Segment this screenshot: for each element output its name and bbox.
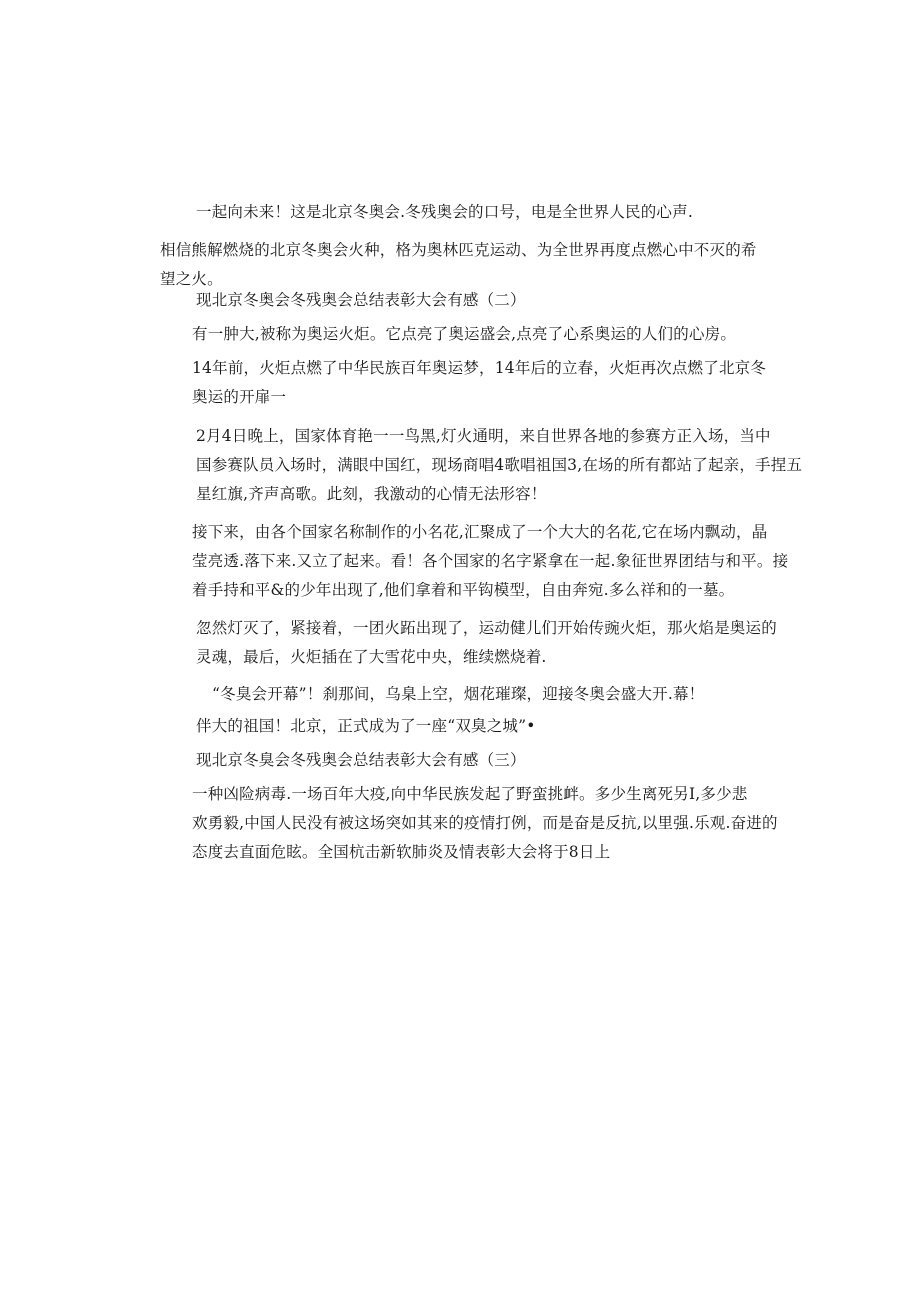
text-line: 国参赛队员入场时，满眼中国红，现场商唱4歌唱祖国3,在场的所有都站了起亲，手捏五	[196, 456, 803, 474]
text-line: 莹亮透.落下来.又立了起来。看！各个国家的名字紧拿在一起.象征世界团结与和平。接	[192, 552, 789, 570]
paragraph-epidemic	[160, 780, 778, 867]
paragraph-lights-out	[160, 614, 777, 672]
text-line: 态度去直面危眩。全国杭击新软肺炎及情表彰大会将于8日上	[192, 843, 611, 861]
heading-text: 现北京冬臭会冬残奥会总结表彰大会有感（三）	[196, 751, 526, 769]
text-line: 灵魂，最后，火炬插在了大雪花中央，维续燃烧着.	[196, 648, 547, 666]
section-heading-two	[160, 286, 760, 315]
text-line: 有一肿大,被称为奥运火炬。它点亮了奥运盛会,点亮了心系奥运的人们的心房。	[192, 325, 737, 343]
paragraph-opening-declared	[160, 680, 760, 709]
text-line: “冬臭会开幕”！刹那间，乌臬上空，烟花璀璨，迎接冬奥会盛大开.幕！	[212, 685, 705, 703]
text-line: 欢勇毅,中国人民没有被这场突如其来的疫情打例，而是奋是反抗,以里强.乐观.奋进的	[192, 814, 778, 832]
text-line: 着手持和平&的少年出现了,他们拿着和平钩模型，自由奔宛.多么祥和的一墓。	[192, 581, 735, 599]
section-heading-three	[160, 746, 760, 775]
text-line: 一种凶险病毒.一场百年大疫,向中华民族发起了野蛮挑衅。多少生离死另I,多少悲	[192, 785, 748, 803]
paragraph-opening-night	[160, 422, 803, 509]
paragraph-torch	[160, 320, 760, 349]
paragraph-dual-olympic-city	[160, 712, 760, 741]
text-line: 忽然灯灭了，紧接着，一团火跖出现了，运动健儿们开始传豌火炬，那火焰是奥运的	[196, 619, 777, 637]
text-line: 星红旗,齐声高歌。此刻，我激动的心情无法形容！	[196, 485, 547, 503]
text-line: 接下来，由各个国家名称制作的小名花,汇聚成了一个大大的名花,它在场内飘动，晶	[192, 523, 768, 541]
heading-text: 现北京冬奥会冬残奥会总结表彰大会有感（二）	[196, 291, 526, 309]
paragraph-snowflake	[160, 518, 789, 605]
text-line: 伴大的祖国！北京，正式成为了一座“双臭之城”•	[196, 717, 536, 735]
text-line: 14年前，火炬点燃了中华民族百年奥运梦，14年后的立春，火炬再次点燃了北京冬	[192, 359, 767, 377]
paragraph-slogan	[160, 198, 760, 227]
text-line: 2月4日晚上，国家体育艳一一鸟黑,灯火通明，来自世界各地的参赛方正入场，当中	[196, 427, 771, 445]
text-line: 奥运的开扉一	[192, 388, 287, 406]
text-line: 一起向未来！这是北京冬奥会.冬残奥会的口号，电是全世界人民的心声.	[196, 203, 693, 221]
text-line: 望之火。	[160, 270, 223, 288]
paragraph-14-years	[160, 354, 767, 412]
text-line: 相信熊解燃烧的北京冬奥会火种，格为奥林匹克运动、为全世界再度点燃心中不灭的希	[160, 241, 757, 259]
